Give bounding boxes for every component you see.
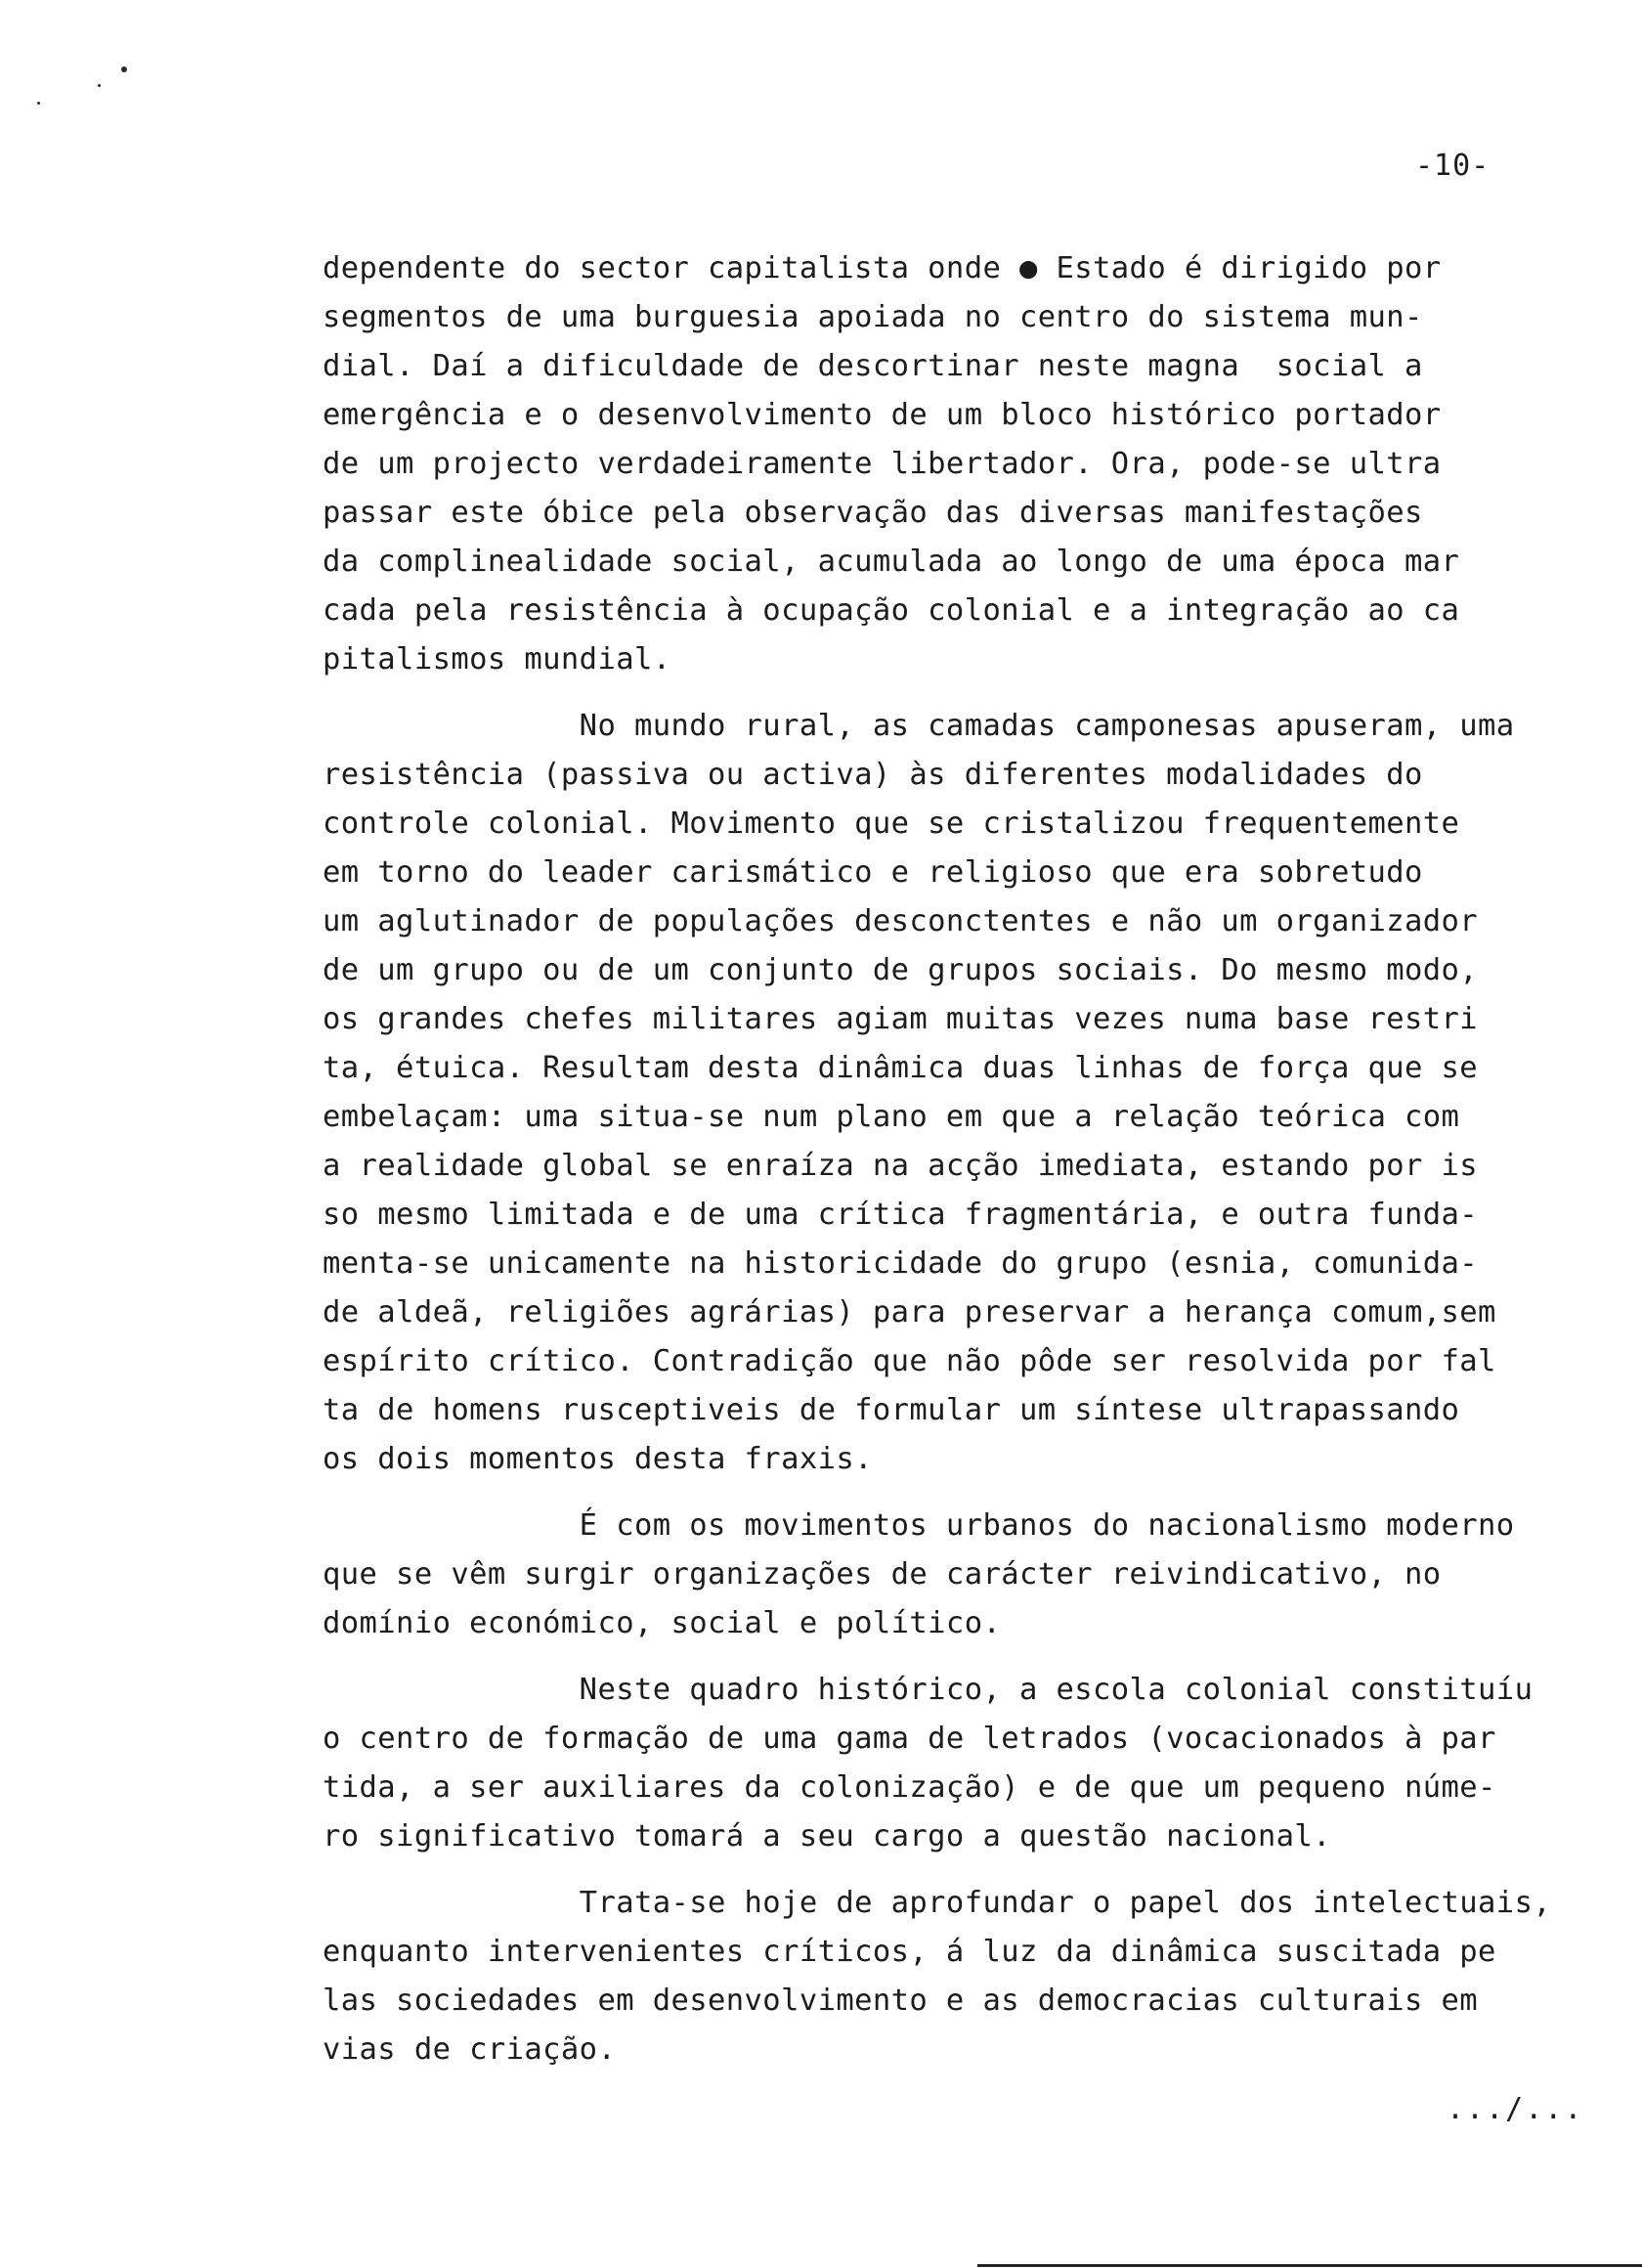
text-line: os grandes chefes militares agiam muitas vezes numa base restri	[323, 1002, 1479, 1036]
text-line: embelaçam: uma situa-se num plano em que a relação teórica com	[323, 1100, 1460, 1134]
page-edge-rule	[977, 2264, 1642, 2267]
text-line: domínio económico, social e político.	[323, 1606, 1002, 1640]
text-line: passar este óbice pela observação das diversas manifestações	[323, 496, 1423, 530]
text-line: emergência e o desenvolvimento de um bloco histórico portador	[323, 398, 1442, 432]
text-line: espírito crítico. Contradição que não pôde ser resolvida por fal	[323, 1344, 1496, 1378]
text-line: segmentos de uma burguesia apoiada no centro do sistema mun-	[323, 300, 1423, 334]
paragraph-gap	[323, 1861, 1593, 1879]
text-line: tida, a ser auxiliares da colonização) e de que um pequeno núme-	[323, 1770, 1496, 1805]
text-line: de um projecto verdadeiramente libertador. Ora, pode-se ultra	[323, 447, 1442, 481]
text-line: Neste quadro histórico, a escola colonial constituíu	[323, 1673, 1534, 1707]
text-line: ro significativo tomará a seu cargo a questão nacional.	[323, 1819, 1331, 1854]
continuation-mark: .../...	[1447, 2092, 1584, 2126]
scan-speck	[37, 102, 40, 105]
paragraph-gap	[323, 684, 1593, 702]
text-line: dial. Daí a dificuldade de descortinar neste magna social a	[323, 349, 1423, 383]
text-line: da complinealidade social, acumulada ao longo de uma época mar	[323, 545, 1460, 579]
text-line: de aldeã, religiões agrárias) para preservar a herança comum,sem	[323, 1295, 1496, 1330]
text-line: controle colonial. Movimento que se cristalizou frequentemente	[323, 807, 1460, 841]
scan-speck	[121, 66, 127, 72]
text-line: resistência (passiva ou activa) às diferentes modalidades do	[323, 758, 1423, 792]
text-line: pitalismos mundial.	[323, 642, 671, 676]
text-line: um aglutinador de populações desconctentes e não um organizador	[323, 904, 1479, 938]
text-line: os dois momentos desta fraxis.	[323, 1442, 873, 1476]
text-line: Trata-se hoje de aprofundar o papel dos intelectuais,	[323, 1886, 1552, 1920]
text-line: dependente do sector capitalista onde ● Estado é dirigido por	[323, 251, 1442, 285]
body-text	[323, 244, 1593, 2074]
text-line: ta, étuica. Resultam desta dinâmica duas linhas de força que se	[323, 1051, 1479, 1085]
text-line: menta-se unicamente na historicidade do grupo (esnia, comunida-	[323, 1246, 1479, 1281]
text-line: No mundo rural, as camadas camponesas apuseram, uma	[323, 709, 1515, 743]
text-line: a realidade global se enraíza na acção imediata, estando por is	[323, 1149, 1479, 1183]
text-line: enquanto intervenientes críticos, á luz da dinâmica suscitada pe	[323, 1935, 1496, 1969]
text-line: las sociedades em desenvolvimento e as democracias culturais em	[323, 1984, 1479, 2018]
text-line: ta de homens rusceptiveis de formular um síntese ultrapassando	[323, 1393, 1460, 1427]
scan-speck	[98, 84, 101, 87]
text-line: so mesmo limitada e de uma crítica fragmentária, e outra funda-	[323, 1198, 1479, 1232]
paragraph-gap	[323, 1484, 1593, 1502]
paragraph-gap	[323, 1648, 1593, 1666]
text-line: vias de criação.	[323, 2032, 617, 2067]
text-line: de um grupo ou de um conjunto de grupos sociais. Do mesmo modo,	[323, 953, 1479, 987]
text-line: que se vêm surgir organizações de carácter reivindicativo, no	[323, 1557, 1442, 1592]
text-line: o centro de formação de uma gama de letrados (vocacionados à par	[323, 1722, 1496, 1756]
text-line: É com os movimentos urbanos do nacionalismo moderno	[323, 1508, 1515, 1543]
page-number: -10-	[1415, 149, 1491, 183]
text-line: cada pela resistência à ocupação colonial e a integração ao ca	[323, 593, 1460, 628]
text-line: em torno do leader carismático e religioso que era sobretudo	[323, 855, 1423, 890]
